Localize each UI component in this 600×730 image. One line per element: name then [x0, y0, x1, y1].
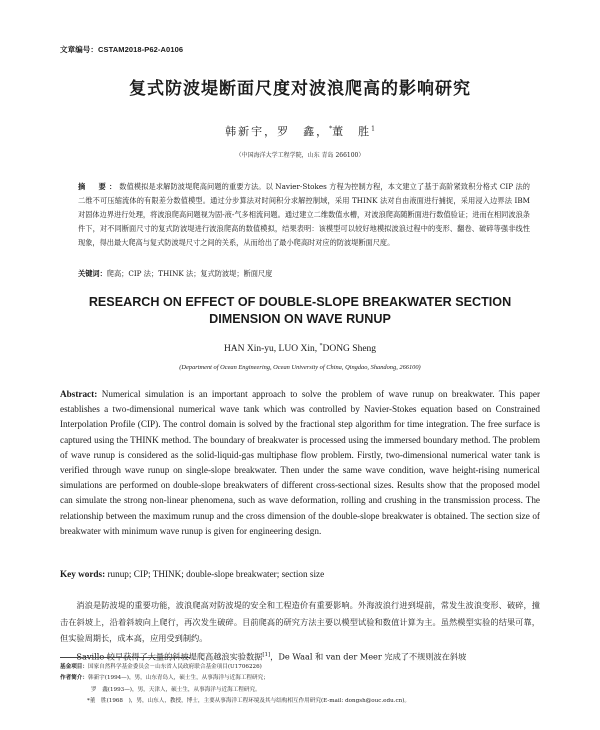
footnote-author-2	[60, 685, 550, 696]
affiliation-en: (Department of Ocean Engineering, Ocean University of China, Qingdao, Shandong, 266100)	[179, 364, 421, 371]
keywords-cn-label: 关键词：	[78, 269, 107, 278]
abstract-cn-label: 摘 要：	[78, 182, 120, 191]
keywords-en-label: Key words:	[60, 569, 106, 579]
citation-ref: [1]	[262, 651, 271, 658]
author-name-1: 韩新宇，	[225, 125, 278, 138]
authors-en-last: DONG Sheng	[322, 344, 377, 355]
authors-cn	[0, 123, 600, 139]
paper-title-en	[0, 294, 600, 328]
corresponding-author-mark-en: *	[319, 343, 323, 349]
keywords-en	[60, 569, 540, 579]
body-paragraph-2-start: Saville 较早获得了大量的斜坡堤爬高越浪实验数据	[76, 651, 263, 662]
footnote-star: *	[87, 698, 90, 705]
footnote-author-3-text: 董 胜(1968 )，男，山东人，教授，博士，主要从事海洋工程环境及其与结构相互作用研究(E-mail: dongsh@ouc.edu.cn)。	[89, 698, 410, 705]
corresponding-author-mark: *	[329, 125, 333, 133]
abstract-cn	[78, 180, 530, 250]
keywords-cn-text: 爬高；CIP 法；THINK 法；复式防波堤；断面尺度	[106, 269, 273, 278]
abstract-en	[60, 387, 540, 539]
footnote-fund-label: 基金项目：	[60, 664, 88, 670]
footnote-fund	[60, 662, 550, 673]
footnote-author-1-text: 韩新宇(1994—)，男，山东青岛人，硕士生，从事海洋与近海工程研究；	[87, 675, 269, 682]
body-paragraph-2-end: ，De Waal 和 van der Meer 完成了不规则波在斜坡	[270, 651, 467, 662]
footnote-author-3	[60, 696, 550, 707]
authors-en	[0, 343, 600, 354]
author-name-2: 罗 鑫，	[277, 125, 330, 138]
footnote-intro-label: 作者简介：	[60, 675, 88, 682]
abstract-en-label: Abstract:	[60, 389, 98, 399]
paper-title-cn: 复式防波堤断面尺度对波浪爬高的影响研究	[129, 79, 471, 99]
keywords-cn	[78, 268, 530, 280]
body-text	[60, 597, 540, 665]
footnotes	[60, 662, 550, 708]
author-name-3: 董 胜	[332, 125, 372, 138]
abstract-cn-text: 数值模拟是求解防波堤爬高问题的重要方法。以 Navier-Stokes 方程为控制方程，本文建立了基于高阶紧致积分格式 CIP 法的二维不可压缩流体的有限差分数值模型。通过分步算法对时间积分求解控制域，采用 THINK 法对自由液面进行捕捉，采用浸入边界法 IBM 对固体边界进行处理，将波浪爬高问题视为固-液-气多相流问题。通过建立二维数值水槽，对波浪爬高随断面进行数值验证；进而在相同波浪条件下，对不同断面尺寸的复式防波堤进行波浪爬高的数值模拟，结果表明：该模型可以较好地模拟波浪过程中的变形、翻卷、破碎等强非线性现象，得出最大爬高与复式防波堤尺寸之间的关系，从而给出了最小爬高时对应的防波堤断面尺度。	[78, 182, 530, 247]
article-number: 文章编号：CSTAM2018-P62-A0106	[60, 45, 184, 54]
footnote-author-1	[60, 673, 550, 684]
keywords-en-text: runup; CIP; THINK; double-slope breakwater; section size	[107, 569, 325, 579]
paper-title-en-line2: DIMENSION ON WAVE RUNUP	[209, 312, 391, 326]
author-affiliation-mark: 1	[371, 125, 375, 133]
body-paragraph-1: 消浪是防波堤的重要功能，波浪爬高对防波堤的安全和工程造价有重要影响。外海波浪行进到堤前，常发生波浪变形、破碎，撞击在斜坡上，沿着斜坡向上爬行，再次发生破碎。目前爬高的研究方法主要以模型试验和数值计算为主。虽然模型实验的结果可靠，但实验周期长，成本高，应用受到制约。	[60, 600, 540, 643]
footnote-fund-text: 国家自然科学基金委员会－山东省人民政府联合基金项目(U1706226)	[87, 664, 262, 670]
authors-en-names: HAN Xin-yu, LUO Xin,	[223, 344, 318, 355]
footnote-divider	[60, 657, 190, 658]
affiliation-cn: （中国海洋大学工程学院，山东 青岛 266100）	[235, 152, 365, 159]
abstract-en-text: Numerical simulation is an important approach to solve the problem of wave runup on breakwater. This paper establishes a two-dimensional numerical wave tank which was controlled by Navier-Stokes equation based on Constrained Interpolation Profile (CIP). The control domain is solved by the fractional step algorithm for time integration. The free surface is captured using the THINK method. The boundary of breakwater is processed using the immersed boundary method. The problem of wave runup is considered as the solid-liquid-gas multiphase flow problem. Firstly, two-dimensional numerical water tank is verified through wave runup on single-slope breakwater. Then under the same wave condition, wave height-rising numerical simulations are performed on double-slope breakwaters of different cross-sectional sizes. Results show that the proposed model can simulate the strong non-linear phenomena, such as wave deformation, rolling and crushing in the transmission process. The relationship between the maximum runup and the cross dimension of the double-slope breakwater is obtained. The section size of breakwater with minimum wave runup is given for engineering design.	[60, 389, 541, 536]
footnote-author-2-text: 罗 鑫(1993—)，男，天津人，硕士生，从事海洋与近海工程研究。	[91, 686, 261, 693]
paper-title-en-line1: RESEARCH ON EFFECT OF DOUBLE-SLOPE BREAKWATER SECTION	[88, 295, 512, 309]
